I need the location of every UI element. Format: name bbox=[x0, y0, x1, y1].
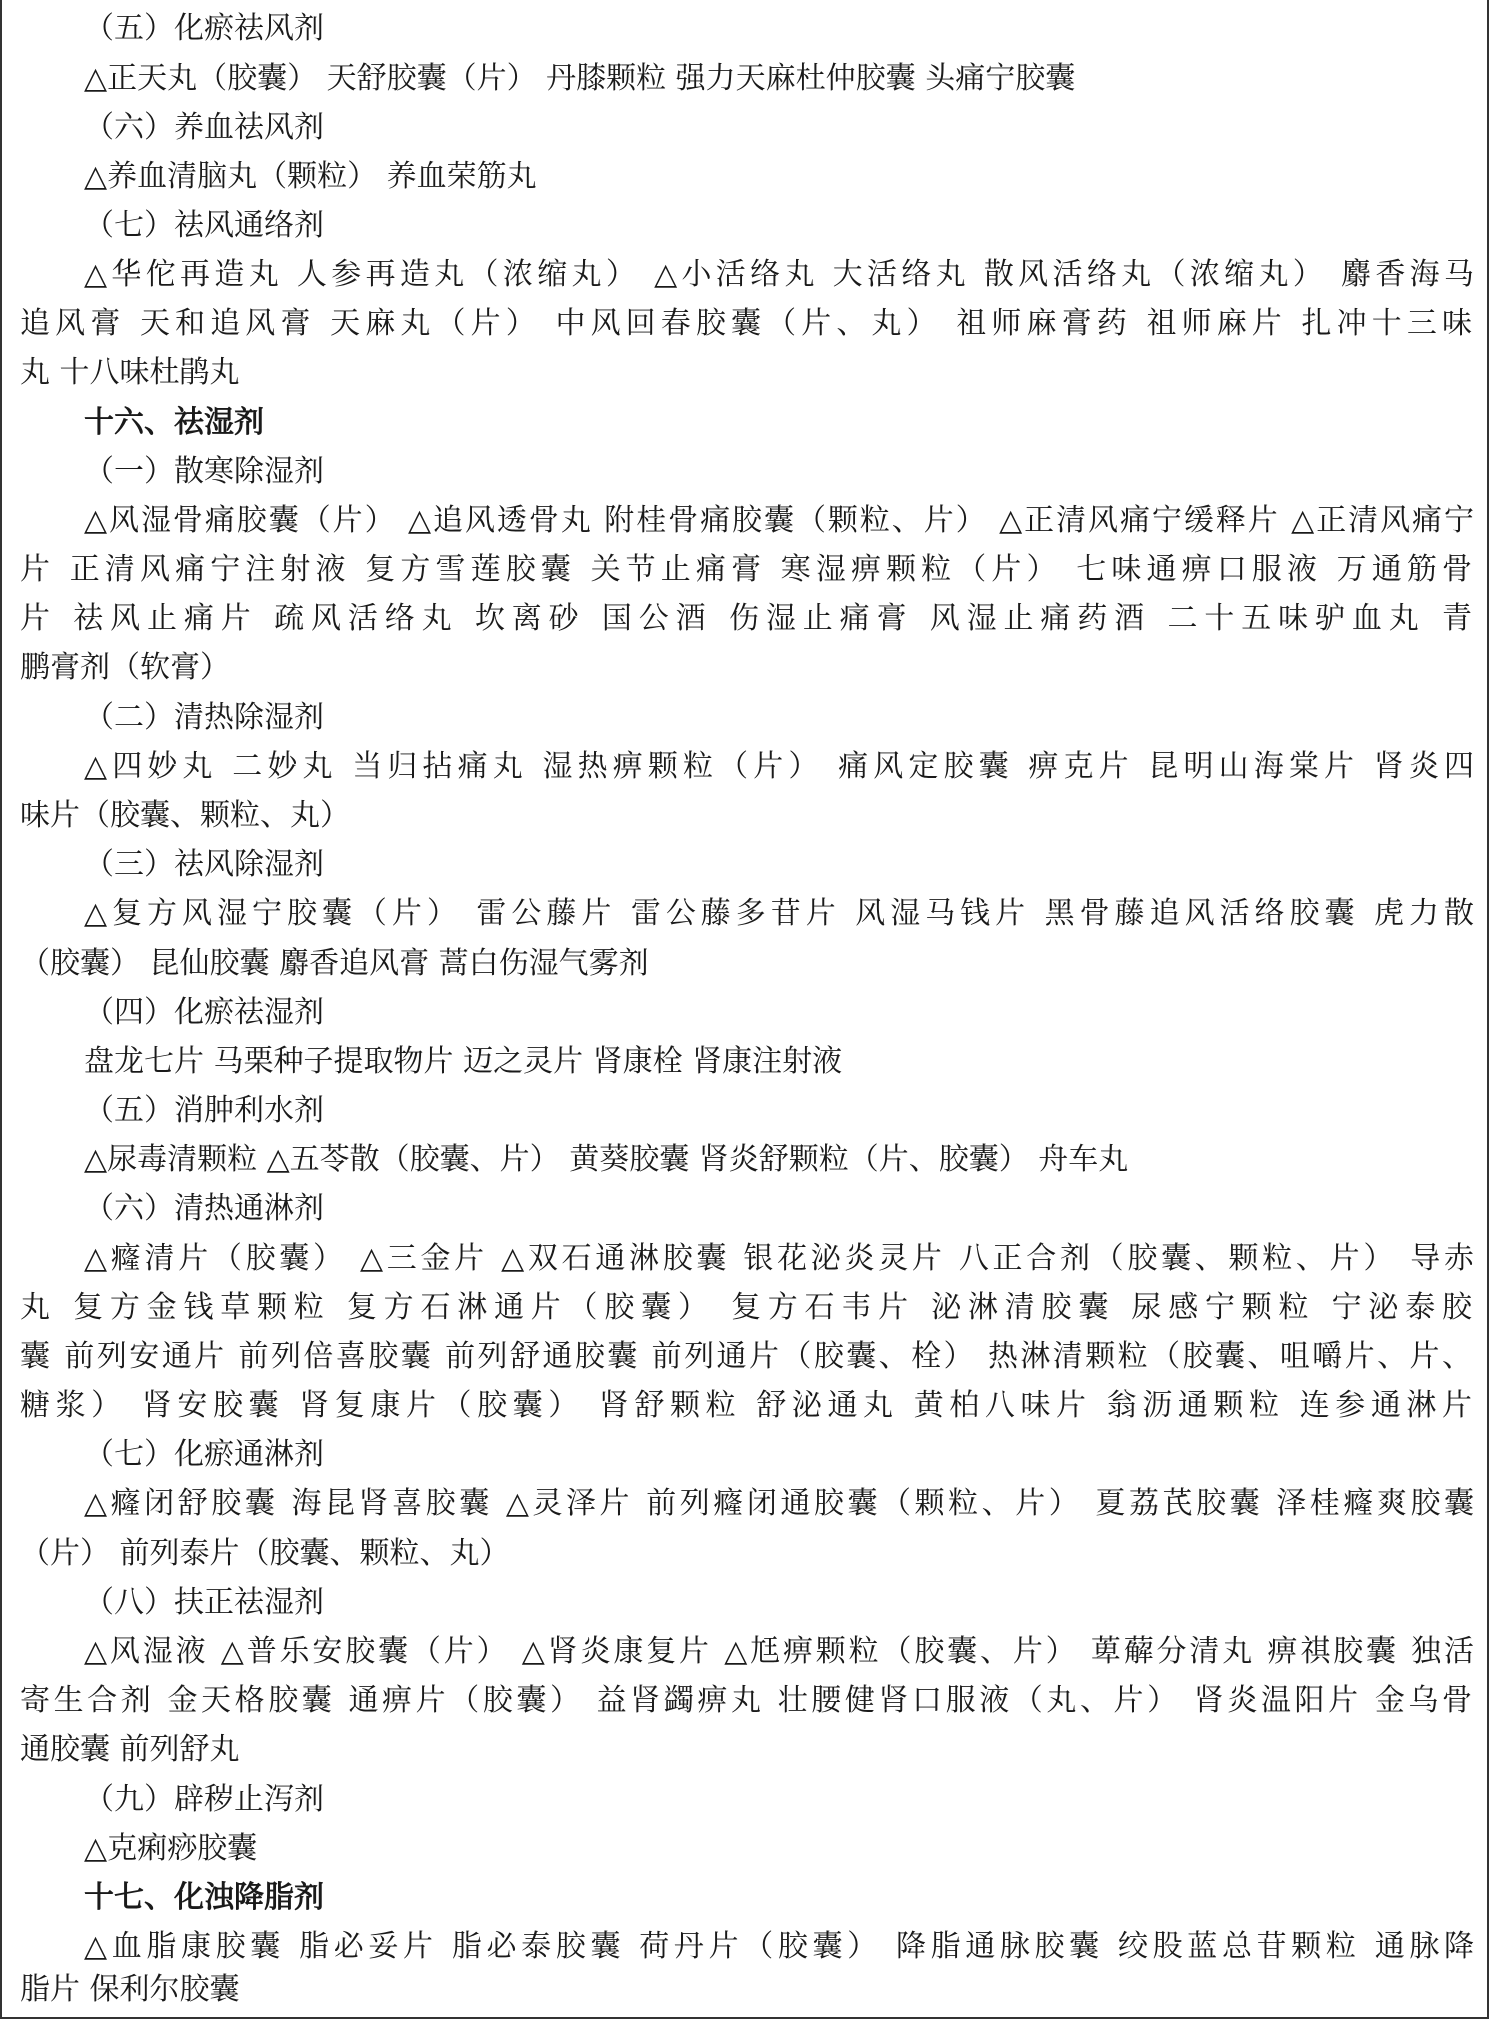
drug-list-line: △复方风湿宁胶囊（片） 雷公藤片 雷公藤多苷片 风湿马钱片 黑骨藤追风活络胶囊 虎力散 bbox=[84, 896, 1474, 931]
drug-list-line: （片） 前列泰片（胶囊、颗粒、丸） bbox=[20, 1536, 510, 1571]
subsection-heading: （一）散寒除湿剂 bbox=[84, 454, 324, 489]
drug-list-line: 寄生合剂 金天格胶囊 通痹片（胶囊） 益肾蠲痹丸 壮腰健肾口服液（丸、片） 肾炎温阳片 金乌骨 bbox=[20, 1683, 1472, 1718]
drug-list-line: △正天丸（胶囊） 天舒胶囊（片） 丹膝颗粒 强力天麻杜仲胶囊 头痛宁胶囊 bbox=[84, 61, 1076, 96]
subsection-heading: （六）养血祛风剂 bbox=[84, 110, 324, 145]
drug-list-line: 鹏膏剂（软膏） bbox=[20, 650, 230, 685]
subsection-heading: （五）消肿利水剂 bbox=[84, 1093, 324, 1128]
drug-list-line: （胶囊） 昆仙胶囊 麝香追风膏 蒿白伤湿气雾剂 bbox=[20, 946, 649, 981]
drug-list-line: 追风膏 天和追风膏 天麻丸（片） 中风回春胶囊（片、丸） 祖师麻膏药 祖师麻片 扎冲十三味 bbox=[20, 306, 1472, 341]
drug-list-line: △风湿液 △普乐安胶囊（片） △肾炎康复片 △尪痹颗粒（胶囊、片） 萆薢分清丸 痹祺胶囊 独活 bbox=[84, 1634, 1474, 1669]
subsection-heading: （九）辟秽止泻剂 bbox=[84, 1782, 324, 1817]
subsection-heading: （七）化瘀通淋剂 bbox=[84, 1437, 324, 1472]
subsection-heading: （四）化瘀祛湿剂 bbox=[84, 995, 324, 1030]
drug-list-line: △四妙丸 二妙丸 当归拈痛丸 湿热痹颗粒（片） 痛风定胶囊 痹克片 昆明山海棠片 肾炎四 bbox=[84, 749, 1474, 784]
drug-list-line: 糖浆） 肾安胶囊 肾复康片（胶囊） 肾舒颗粒 舒泌通丸 黄柏八味片 翁沥通颗粒 连参通淋片 bbox=[20, 1388, 1472, 1423]
drug-list-line: 片 正清风痛宁注射液 复方雪莲胶囊 关节止痛膏 寒湿痹颗粒（片） 七味通痹口服液 万通筋骨 bbox=[20, 552, 1472, 587]
subsection-heading: （三）祛风除湿剂 bbox=[84, 847, 324, 882]
drug-list-line: △风湿骨痛胶囊（片） △追风透骨丸 附桂骨痛胶囊（颗粒、片） △正清风痛宁缓释片 △正清风痛宁 bbox=[84, 503, 1474, 538]
subsection-heading: （二）清热除湿剂 bbox=[84, 700, 324, 735]
drug-list-line: △养血清脑丸（颗粒） 养血荣筋丸 bbox=[84, 159, 537, 194]
drug-list-line: △华佗再造丸 人参再造丸（浓缩丸） △小活络丸 大活络丸 散风活络丸（浓缩丸） 麝香海马 bbox=[84, 257, 1474, 292]
drug-list-line: 盘龙七片 马栗种子提取物片 迈之灵片 肾康栓 肾康注射液 bbox=[84, 1044, 843, 1079]
drug-list-line: 囊 前列安通片 前列倍喜胶囊 前列舒通胶囊 前列通片（胶囊、栓） 热淋清颗粒（胶囊、咀嚼片、片、 bbox=[20, 1339, 1472, 1374]
drug-list-line: 味片（胶囊、颗粒、丸） bbox=[20, 798, 350, 833]
subsection-heading: （七）祛风通络剂 bbox=[84, 208, 324, 243]
drug-list-line: 片 祛风止痛片 疏风活络丸 坎离砂 国公酒 伤湿止痛膏 风湿止痛药酒 二十五味驴血丸 青 bbox=[20, 601, 1472, 636]
drug-list-line: △血脂康胶囊 脂必妥片 脂必泰胶囊 荷丹片（胶囊） 降脂通脉胶囊 绞股蓝总苷颗粒 通脉降 bbox=[84, 1929, 1474, 1964]
drug-list-line: 丸 复方金钱草颗粒 复方石淋通片（胶囊） 复方石韦片 泌淋清胶囊 尿感宁颗粒 宁泌泰胶 bbox=[20, 1290, 1472, 1325]
drug-list-line: 脂片 保利尔胶囊 bbox=[20, 1972, 240, 2007]
drug-list-line: △克痢痧胶囊 bbox=[84, 1831, 258, 1866]
section-heading: 十六、祛湿剂 bbox=[84, 405, 264, 440]
drug-list-line: 丸 十八味杜鹃丸 bbox=[20, 355, 240, 390]
drug-list-line: △癃闭舒胶囊 海昆肾喜胶囊 △灵泽片 前列癃闭通胶囊（颗粒、片） 夏荔芪胶囊 泽桂癃爽胶囊 bbox=[84, 1486, 1474, 1521]
section-heading: 十七、化浊降脂剂 bbox=[84, 1880, 324, 1915]
drug-list-line: 通胶囊 前列舒丸 bbox=[20, 1732, 240, 1767]
subsection-heading: （八）扶正祛湿剂 bbox=[84, 1585, 324, 1620]
subsection-heading: （五）化瘀祛风剂 bbox=[84, 11, 324, 46]
drug-list-line: △癃清片（胶囊） △三金片 △双石通淋胶囊 银花泌炎灵片 八正合剂（胶囊、颗粒、片） 导赤 bbox=[84, 1241, 1474, 1276]
drug-list-line: △尿毒清颗粒 △五苓散（胶囊、片） 黄葵胶囊 肾炎舒颗粒（片、胶囊） 舟车丸 bbox=[84, 1142, 1129, 1177]
subsection-heading: （六）清热通淋剂 bbox=[84, 1191, 324, 1226]
